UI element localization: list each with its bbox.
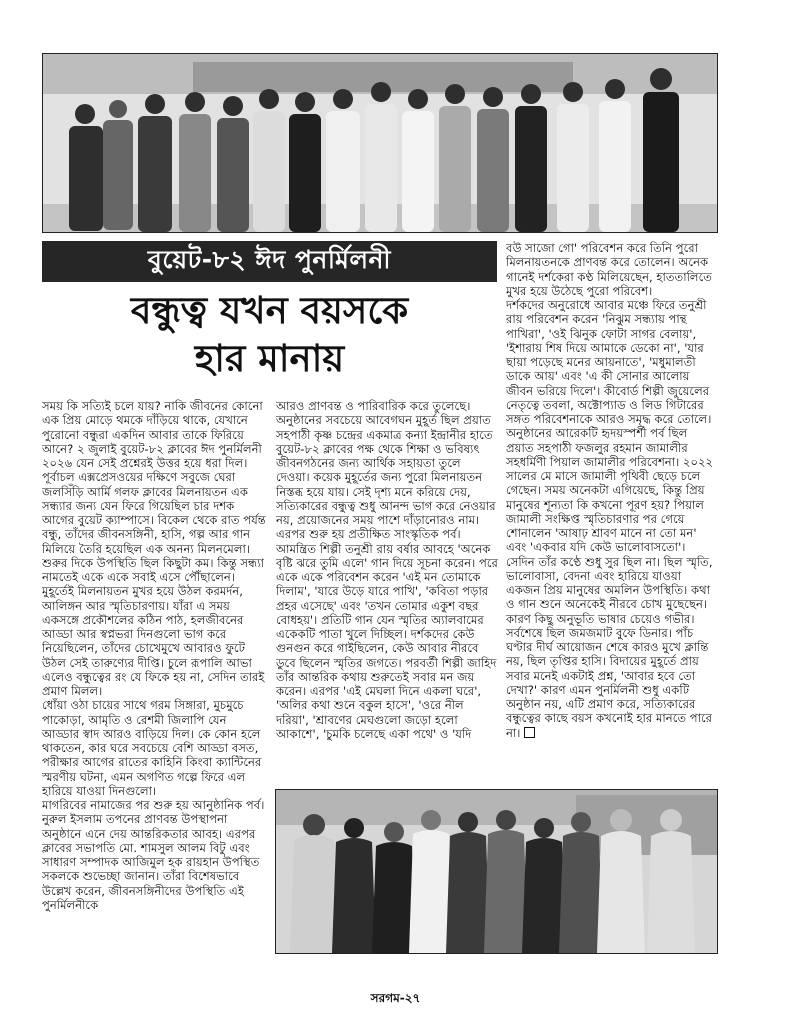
paragraph: দর্শকদের অনুরোধে আবার মঞ্চে ফিরে তনুশ্রী রায় পরিবেশন করেন 'নিঝুম সন্ধ্যায় পান্থ পাখিরা', 'ওই ঝিনুক ফোটা সাগর বেলায়', 'ইশারায় শিষ দিয়ে আমাকে ডেকো না', 'যার ছায়া পড়েছে মনের আয়নাতে', 'মধুমালতী ডাকে আয়' এবং 'এ কী সোনার আলোয় জীবন ভরিয়ে দিলে'। কীবোর্ড শিল্পী জুয়েলের নেতৃত্বে তবলা, অক্টোপ্যাড ও লিড গিটারের সঙ্গত পরিবেশনাকে আরও সমৃদ্ধ করে তোলে। [506,298,712,426]
article-column-2 [276,399,498,781]
group-photo-men [42,53,718,233]
paragraph: আরও প্রাণবন্ত ও পারিবারিক করে তুলেছে। [276,399,471,413]
section-title-band [42,241,497,282]
article-column-1 [42,399,267,955]
paragraph-last [506,626,716,740]
article-headline [42,287,497,383]
paragraph: অনুষ্ঠানের সবচেয়ে আবেগঘন মুহূর্ত ছিল প্রয়াত সহপাঠী কৃষ্ণ চন্দ্রের একমাত্র কন্যা ইন্দ্রানীর হাতে বুয়েট-৮২ ক্লাবের পক্ষ থেকে শিক্ষা ও ভবিষ্যৎ জীবনগঠনের জন্য আর্থিক সহায়তা তুলে দেওয়া। কয়েক মুহূর্তের জন্য পুরো মিলনায়তন নিস্তব্ধ হয়ে যায়। সেই দৃশ্য মনে করিয়ে দেয়, সত্যিকারের বন্ধুত্ব শুধু আনন্দ ভাগ করে নেওয়ার নয়, প্রয়োজনের সময় পাশে দাঁড়ানোরও নাম। [276,413,496,527]
section-title: বুয়েট-৮২ ঈদ পুনর্মিলনী [147,245,392,274]
paragraph: ধোঁয়া ওঠা চায়ের সাথে গরম সিঙ্গারা, মুচমুচে পাকোড়া, আমৃতি ও রেশমী জিলাপি যেন আড্ডার স্বাদ আরও বাড়িয়ে দিল। কে কোন হলে থাকতেন, কার ঘরে সবচেয়ে বেশি আড্ডা বসত, পরীক্ষার আগের রাতের কাহিনি কিংবা ক্যান্টিনের স্মরণীয় ঘটনা, এমন অগণিত গল্পে ফিরে এল হারিয়ে যাওয়া দিনগুলো। [42,698,262,798]
paragraph: অনুষ্ঠানের আরেকটি হৃদয়স্পর্শী পর্ব ছিল প্রয়াত সহপাঠী ফজলুর রহমান জামালীর সহধর্মিণী পিয়াল জামালীর পরিবেশনা। ২০২২ সালের মে মাসে জামালী পৃথিবী ছেড়ে চলে গেছেন। সময় অনেকটা এগিয়েছে, কিন্তু প্রিয় মানুষের শূন্যতা কি কখনো পূরণ হয়? পিয়াল জামালী সংক্ষিপ্ত স্মৃতিচারণার পর গেয়ে শোনালেন 'আষাঢ় শ্রাবণ মানে না তো মন' এবং 'একবার যদি কেউ ভালোবাসতো'। সেদিন তাঁর কণ্ঠে শুধু সুর ছিল না। ছিল স্মৃতি, ভালোবাসা, বেদনা এবং হারিয়ে যাওয়া একজন প্রিয় মানুষের অমলিন উপস্থিতি। কথা ও গান শুনে অনেকেই নীরবে চোখ মুছেছেন। কারণ কিছু অনুভূতি ভাষার চেয়েও গভীর। [506,426,714,626]
paragraph: এরপর শুরু হয় প্রতীক্ষিত সাংস্কৃতিক পর্ব। আমন্ত্রিত শিল্পী তনুশ্রী রায় বর্ষার আবহে 'অনেক বৃষ্টি ঝরে তুমি এলে' গান দিয়ে সূচনা করেন। পরে একে একে পরিবেশন করেন 'এই মন তোমাকে দিলাম', 'যারে উড়ে যারে পাখি', 'কবিতা পড়ার প্রহর এসেছে' এবং 'তখন তোমার একুশ বছর বোধহয়'। প্রতিটি গান যেন স্মৃতির অ্যালবামের একেকটি পাতা খুলে দিচ্ছিল। দর্শকদের কেউ গুনগুন করে গাইছিলেন, কেউ আবার নীরবে ডুবে ছিলেন স্মৃতির জগতে। পরবর্তী শিল্পী জাহিদ তাঁর আন্তরিক কথায় শুরুতেই সবার মন জয় করেন। এরপর 'এই মেঘলা দিনে একলা ঘরে', 'অলির কথা শুনে বকুল হাসে', 'ওরে নীল দরিয়া', 'শ্রাবণের মেঘগুলো জড়ো হলো আকাশে', 'চুমকি চলেছে একা পথে' ও 'যদি [276,527,498,741]
headline-line-2: হার মানায় [194,337,345,381]
page-number: সরগম-২৭ [370,991,421,1005]
paragraph: মাগরিবের নামাজের পর শুরু হয় আনুষ্ঠানিক পর্ব। নুরুল ইসলাম তপনের প্রাণবন্ত উপস্থাপনা অনুষ্ঠানে এনে দেয় আন্তরিকতার আবহ। এরপর ক্লাবের সভাপতি মো. শামসুল আলম বিটু এবং সাধারণ সম্পাদক আজিমুল হক রায়হান উপস্থিত সকলকে শুভেচ্ছা জানান। তাঁরা বিশেষভাবে উল্লেখ করেন, জীবনসঙ্গিনীদের উপস্থিতি এই পুনর্মিলনীকে [42,798,265,912]
group-photo-women [275,789,718,954]
end-mark-icon [524,727,535,738]
headline-line-1: বন্ধুত্ব যখন বয়সকে [130,289,409,332]
paragraph-text: সর্বশেষে ছিল জমজমাট বুফে ডিনার। পাঁচ ঘণ্টার দীর্ঘ আয়োজন শেষে কারও মুখে ক্লান্তি নয়, ছিল তৃপ্তির হাসি। বিদায়ের মুহূর্তে প্রায় সবার মনেই একটাই প্রশ্ন, 'আবার হবে তো দেখা?' কারণ এমন পুনর্মিলনী শুধু একটি অনুষ্ঠান নয়, এটি প্রমাণ করে, সত্যিকারের বন্ধুত্বের কাছে বয়স কখনোই হার মানতে পারে না। [506,625,712,740]
paragraph: বউ সাজো গো' পরিবেশন করে তিনি পুরো মিলনায়তনকে প্রাণবন্ত করে তোলেন। অনেক গানেই দর্শকেরা কণ্ঠ মিলিয়েছেন, হাততালিতে মুখর হয়ে উঠেছে পুরো পরিবেশ। [506,241,712,298]
paragraph: সময় কি সত্যিই চলে যায়? নাকি জীবনের কোনো এক প্রিয় মোড়ে থমকে দাঁড়িয়ে থাকে, যেখানে পুরোনো বন্ধুরা একদিন আবার তাকে ফিরিয়ে আনে? ২ জুলাই বুয়েট-৮২ ক্লাবের ঈদ পুনর্মিলনী ২০২৬ যেন সেই প্রশ্নেরই উত্তর হয়ে ধরা দিল। পূর্বাচল এক্সপ্রেসওয়ের দক্ষিণে সবুজে ঘেরা জলসিঁড়ি আর্মি গলফ ক্লাবের মিলনায়তন এক সন্ধ্যার জন্য যেন ফিরে গিয়েছিল চার দশক আগের বুয়েট ক্যাম্পাসে। বিকেল থেকে রাত পর্যন্ত বন্ধু, তাঁদের জীবনসঙ্গিনী, হাসি, গল্প আর গান মিলিয়ে তৈরি হয়েছিল এক অনন্য মিলনমেলা। শুরুর দিকে উপস্থিতি ছিল কিছুটা কম। কিন্তু সন্ধ্যা নামতেই একে একে সবাই এসে পৌঁছালেন। মুহূর্তেই মিলনায়তন মুখর হয়ে উঠল করমর্দন, আলিঙ্গন আর স্মৃতিচারণায়। যাঁরা এ সময় একসঙ্গে প্রকৌশলের কঠিন পাঠ, হলজীবনের আড্ডা আর স্বপ্নভরা দিনগুলো ভাগ করে নিয়েছিলেন, তাঁদের চোখেমুখে আবারও ফুটে উঠল সেই তারুণ্যের দীপ্তি। চুলে রূপালি আভা এলেও বন্ধুত্বের রং যে ফিকে হয় না, সেদিন তারই প্রমাণ মিলল। [42,399,266,698]
article-column-3 [506,241,716,779]
